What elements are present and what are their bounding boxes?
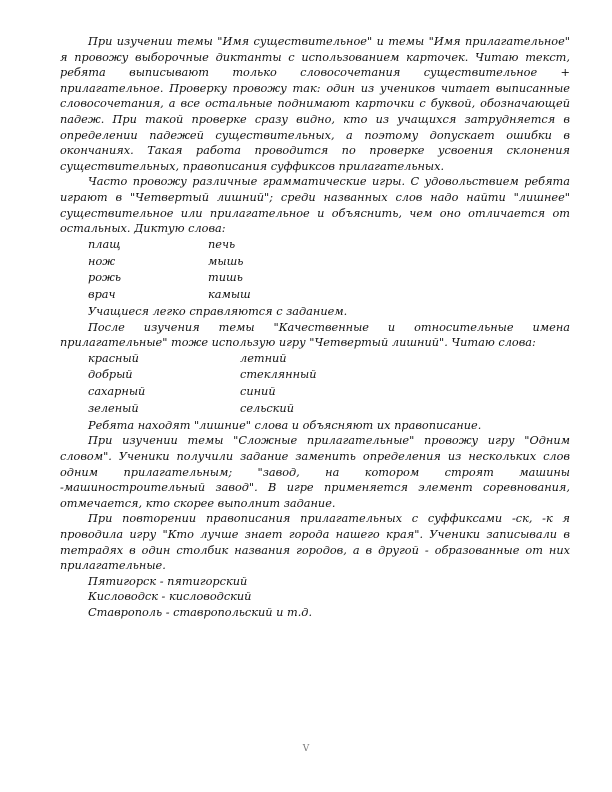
word-right: синий — [240, 385, 276, 399]
list-item — [60, 237, 570, 254]
paragraph-one-word-game: При изучении темы "Сложные прилагательные" провожу игру "Одним словом". Ученики получили задание заменить определения из нескольких слов одним прилагательным; "завод, на котором строят машины -машиностроительный завод". В игре применяется элемент соревнования, отмечается, кто скорее выполнит задание. — [60, 434, 570, 510]
word-left: добрый — [88, 368, 133, 382]
word-left: плащ — [88, 237, 121, 251]
word-right: тишь — [208, 271, 243, 285]
word-left: сахарный — [88, 385, 146, 399]
word-right: печь — [208, 237, 236, 251]
list-item — [60, 401, 570, 418]
list-item — [60, 254, 570, 271]
word-list-adjectives — [60, 351, 570, 418]
paragraph-result-1: Учащиеся легко справляются с заданием. — [88, 304, 348, 318]
word-right: мышь — [208, 254, 244, 268]
word-right: летний — [240, 351, 287, 365]
paragraph-result-2: Ребята находят "лишние" слова и объясняют их правописание. — [88, 418, 482, 432]
list-item — [60, 287, 570, 304]
list-item — [60, 367, 570, 384]
list-item — [60, 351, 570, 368]
list-item — [60, 384, 570, 401]
paragraph-dictation: При изучении темы "Имя существительное" и темы "Имя прилагательное" я провожу выборочные диктанты с использованием карточек. Читаю текст, ребята выписывают только словосочетания существительное + прилагательное. Проверку провожу так: один из учеников читает выписанные словосочетания, а все остальные поднимают карточки с буквой, обозначающей падеж. При такой проверке сразу видно, кто из учащихся затрудняется в определении падежей существительных, а поэтому допускает ошибки в окончаниях. Такая работа проводится по проверке усвоения склонения существительных, правописания суффиксов прилагательных. — [60, 35, 570, 173]
word-list-nouns — [60, 237, 570, 304]
paragraph-fourth-extra-game: Часто провожу различные грамматические игры. С удовольствием ребята играют в "Четвертый лишний"; среди названных слов надо найти "лишнее" существительное или прилагательное и объяснить, чем оно отличается от остальных. Диктую слова: — [60, 175, 570, 236]
paragraph-cities-game: При повторении правописания прилагательных с суффиксами -ск, -к я проводила игру "Кто лучше знает города нашего края". Ученики записывали в тетрадях в один столбик названия городов, а в другой - образованные от них прилагательные. — [60, 512, 570, 573]
city-line: Пятигорск - пятигорский — [88, 574, 248, 588]
word-left: рожь — [88, 271, 122, 285]
city-line: Ставрополь - ставропольский и т.д. — [88, 606, 313, 619]
word-left: врач — [88, 288, 116, 302]
word-left: нож — [88, 254, 116, 268]
paragraph-adjectives-game: После изучения темы "Качественные и относительные имена прилагательные" тоже использую игру "Четвертый лишний". Читаю слова: — [60, 320, 570, 350]
word-right: сельский — [240, 402, 294, 416]
word-right: стеклянный — [240, 368, 317, 382]
page-footer-mark: V — [302, 744, 310, 754]
word-left: красный — [88, 351, 139, 365]
word-right: камыш — [208, 288, 251, 302]
city-line: Кисловодск - кисловодский — [88, 590, 252, 604]
document-body — [60, 34, 570, 621]
word-left: зеленый — [88, 402, 139, 416]
list-item — [60, 270, 570, 287]
